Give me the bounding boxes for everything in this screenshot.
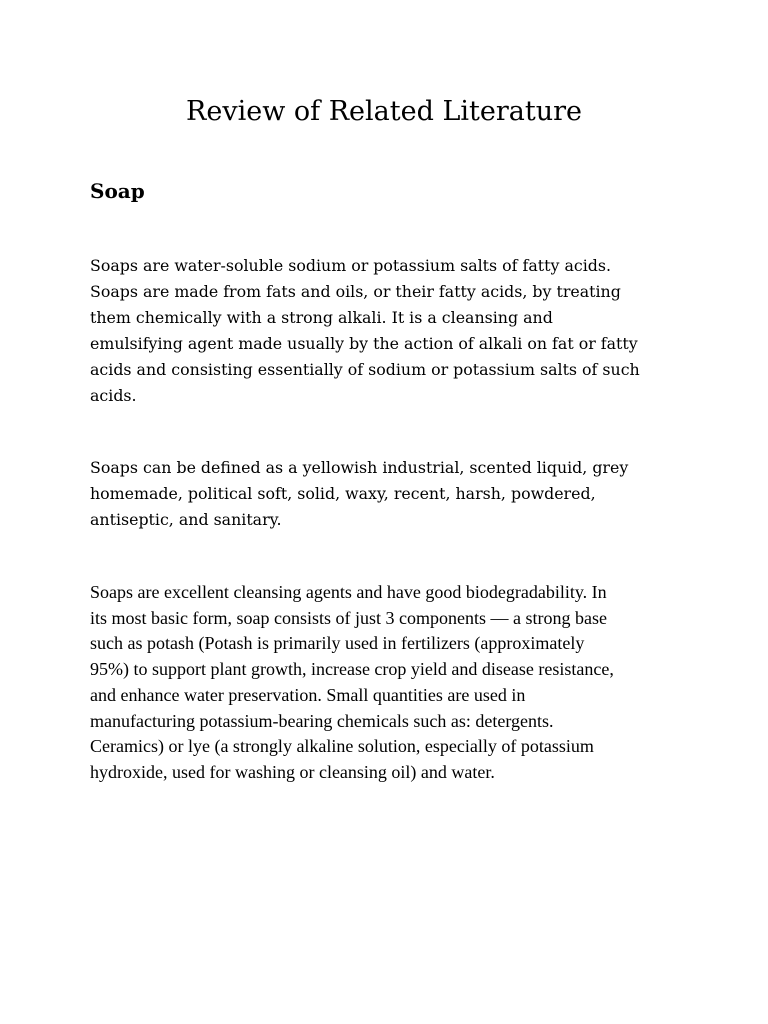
paragraph-2	[90, 455, 690, 533]
paragraph-line: emulsifying agent made usually by the action of alkali on fat or fatty	[90, 334, 638, 353]
paragraph-3	[90, 580, 690, 786]
paragraph-line: manufacturing potassium-bearing chemicals such as: detergents.	[90, 710, 554, 731]
paragraph-line: acids and consisting essentially of sodium or potassium salts of such	[90, 360, 640, 379]
paragraph-line: such as potash (Potash is primarily used in fertilizers (approximately	[90, 633, 585, 654]
page-title: Review of Related Literature	[186, 96, 582, 127]
paragraph-line: hydroxide, used for washing or cleansing oil) and water.	[90, 761, 495, 782]
paragraph-line: and enhance water preservation. Small quantities are used in	[90, 684, 526, 705]
section-heading: Soap	[90, 179, 145, 203]
paragraph-line: Soaps are made from fats and oils, or their fatty acids, by treating	[90, 282, 621, 301]
paragraph-line: Soaps can be defined as a yellowish industrial, scented liquid, grey	[90, 458, 629, 477]
paragraph-line: Ceramics) or lye (a strongly alkaline solution, especially of potassium	[90, 736, 594, 757]
paragraph-line: Soaps are excellent cleansing agents and have good biodegradability. In	[90, 582, 607, 602]
paragraph-line: antiseptic, and sanitary.	[90, 510, 282, 529]
paragraph-line: its most basic form, soap consists of just 3 components — a strong base	[90, 607, 607, 628]
paragraph-line: Soaps are water-soluble sodium or potassium salts of fatty acids.	[90, 256, 611, 275]
paragraph-line: homemade, political soft, solid, waxy, recent, harsh, powdered,	[90, 484, 596, 503]
paragraph-line: them chemically with a strong alkali. It is a cleansing and	[90, 308, 553, 327]
paragraph-line: 95%) to support plant growth, increase crop yield and disease resistance,	[90, 659, 614, 680]
paragraph-line: acids.	[90, 386, 137, 405]
paragraph-1	[90, 253, 690, 409]
